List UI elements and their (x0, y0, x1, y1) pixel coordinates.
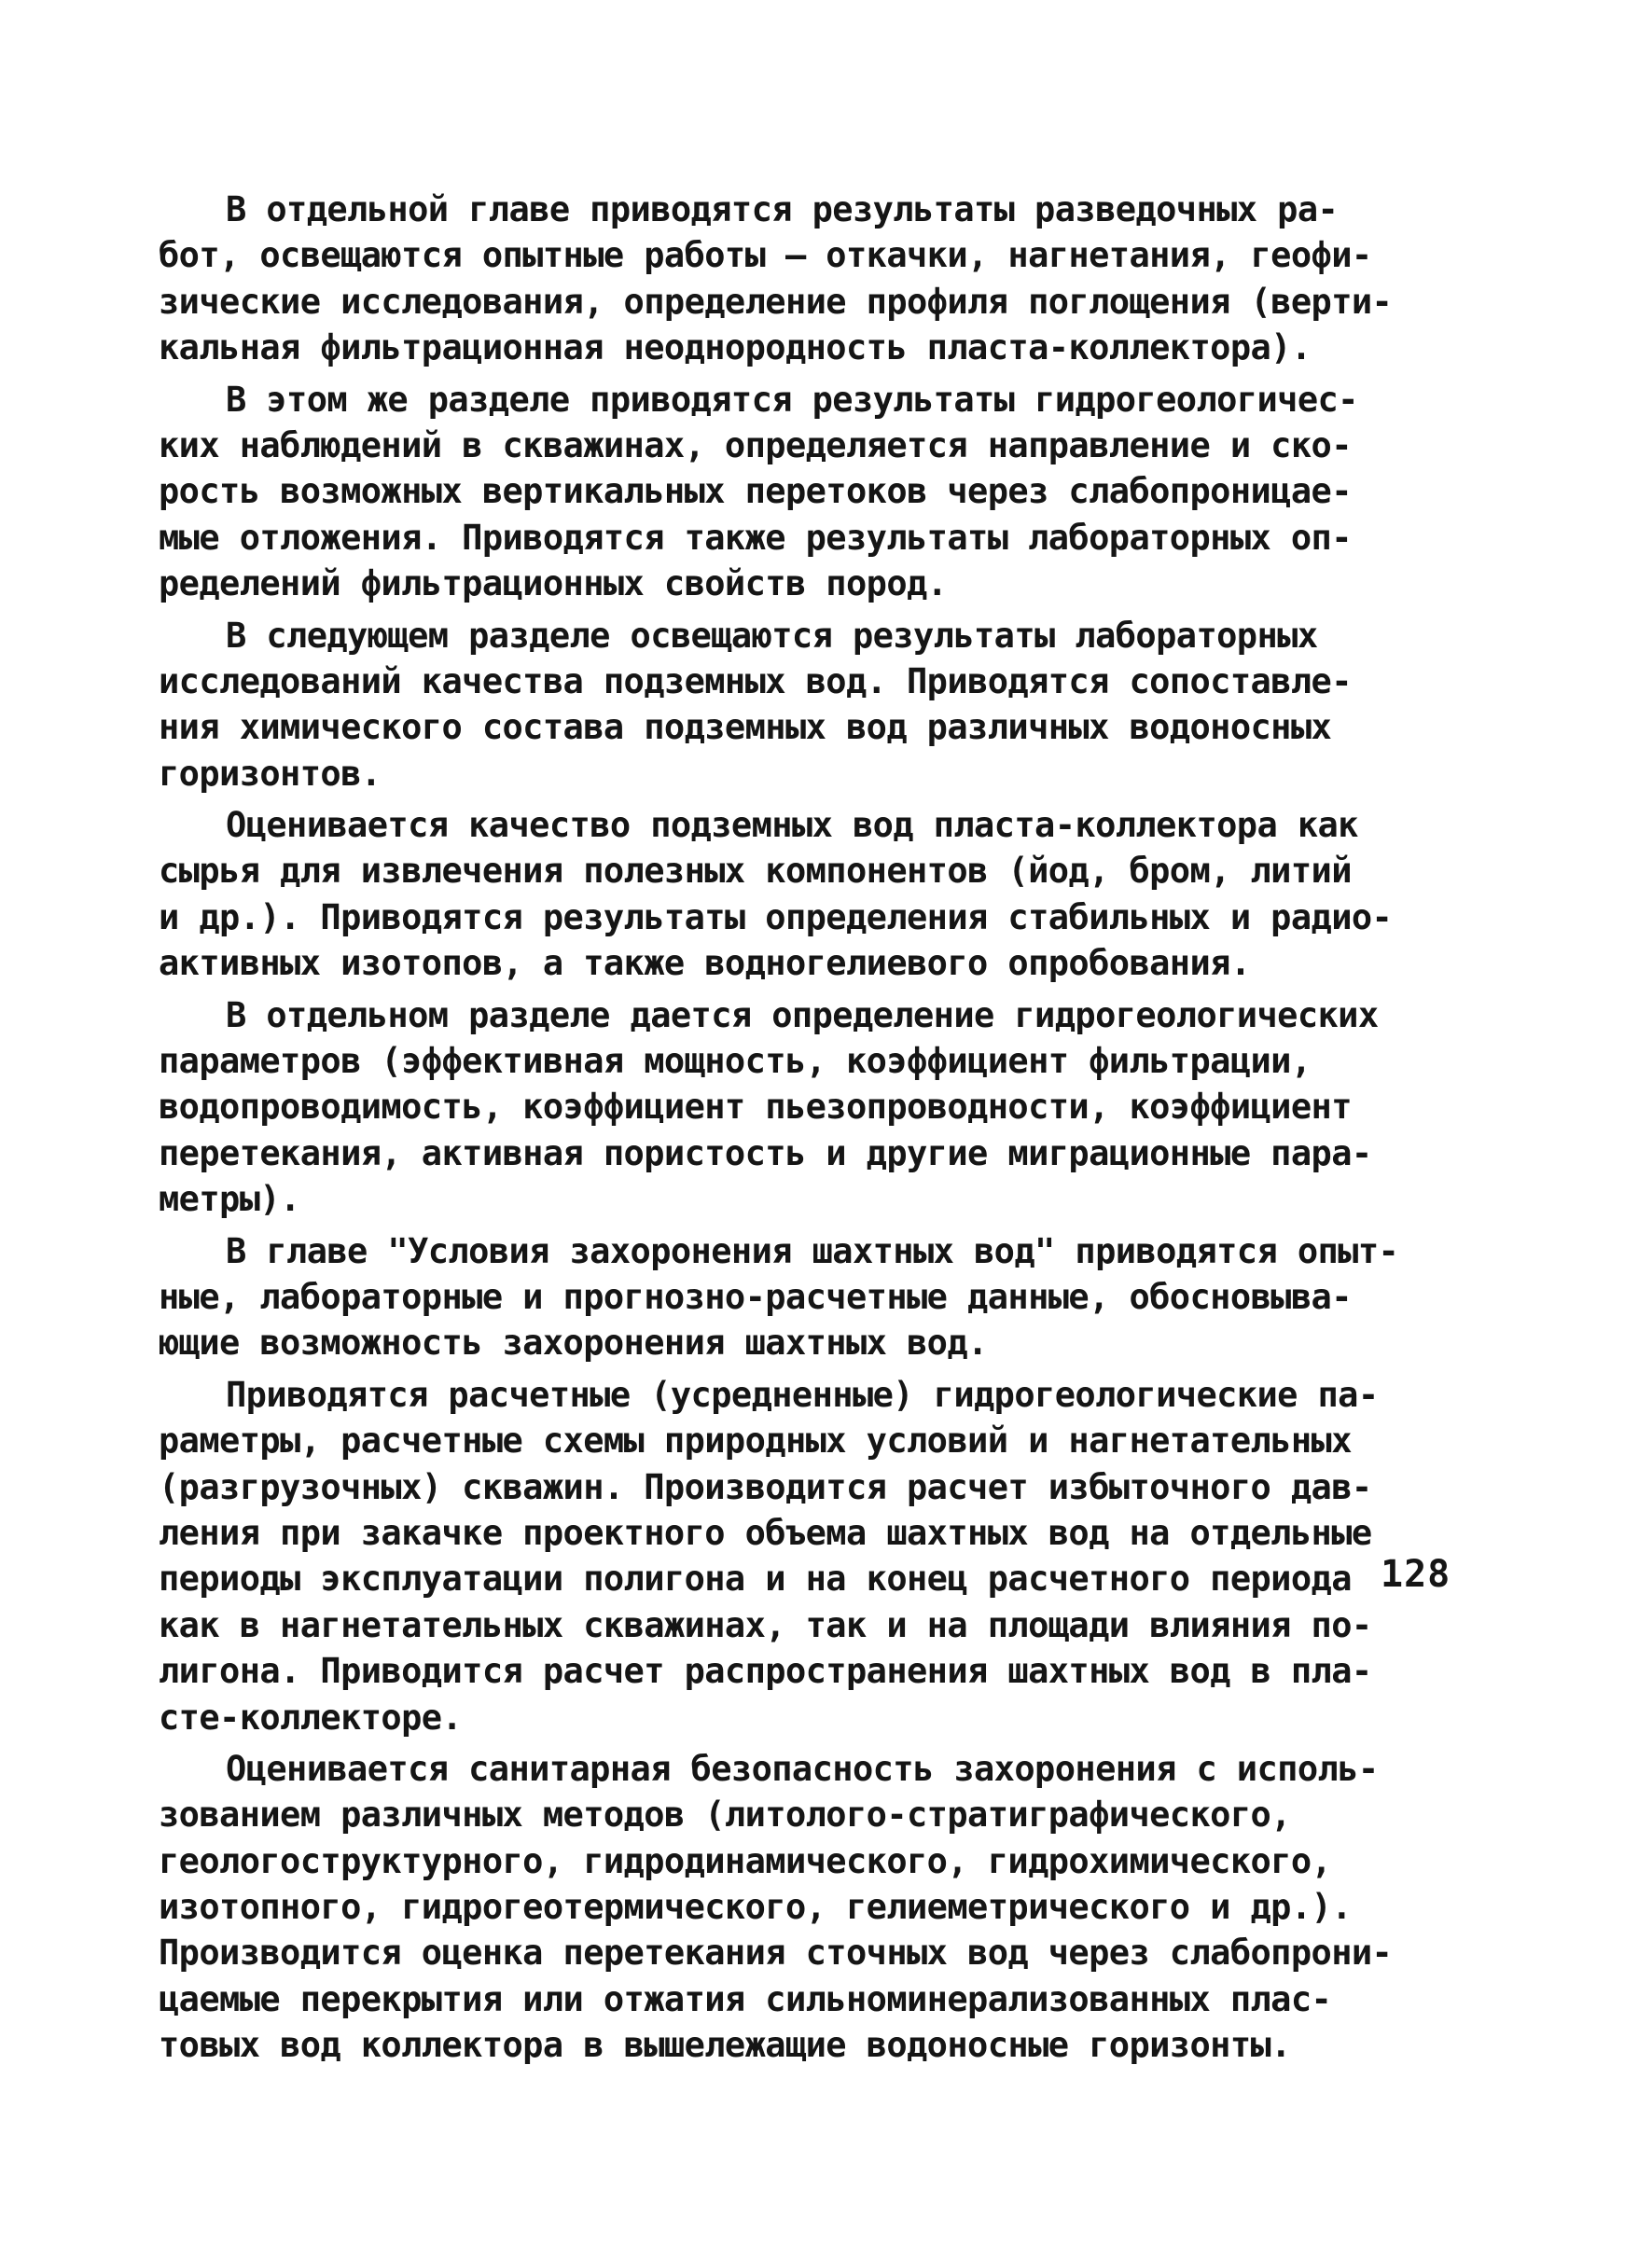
text-line: товых вод коллектора в вышележащие водоносные горизонты. (159, 2025, 1291, 2066)
text-line: кальная фильтрационная неоднородность пласта-коллектора). (159, 327, 1312, 368)
text-line: геологоструктурного, гидродинамического, гидрохимического, (159, 1840, 1332, 1881)
text-line: мые отложения. Приводятся также результаты лабораторных оп- (159, 517, 1352, 558)
paragraph-2 (159, 377, 1502, 607)
text-line: и др.). Приводятся результаты определения стабильных и радио- (159, 896, 1393, 937)
page-number: 128 (1381, 1553, 1451, 1596)
text-line: как в нагнетательных скважинах, так и на площади влияния по- (159, 1604, 1372, 1645)
text-line: ределений фильтрационных свойств пород. (159, 563, 948, 604)
text-line: периоды эксплуатации полигона и на конец расчетного периода (159, 1559, 1352, 1600)
text-line: Оценивается санитарная безопасность захоронения с исполь- (226, 1748, 1379, 1789)
text-line: раметры, расчетные схемы природных условий и нагнетательных (159, 1421, 1352, 1462)
text-line: (разгрузочных) скважин. Производится расчет избыточного дав- (159, 1466, 1372, 1507)
text-line: Оценивается качество подземных вод пласта-коллектора как (226, 805, 1358, 846)
paragraph-7 (159, 1372, 1502, 1740)
text-line: параметров (эффективная мощность, коэффициент фильтрации, (159, 1041, 1312, 1082)
text-line: ные, лабораторные и прогнозно-расчетные данные, обосновыва- (159, 1276, 1352, 1317)
text-line: зованием различных методов (литолого-стратиграфического, (159, 1795, 1291, 1836)
text-line: ния химического состава подземных вод различных водоносных (159, 707, 1332, 748)
text-line: исследований качества подземных вод. Приводятся сопоставле- (159, 660, 1352, 701)
text-line: зические исследования, определение профиля поглощения (верти- (159, 281, 1393, 322)
paragraph-5 (159, 992, 1502, 1223)
text-line: В отдельном разделе дается определение гидрогеологических (226, 994, 1379, 1035)
text-line: В отдельной главе приводятся результаты разведочных ра- (226, 189, 1339, 229)
text-line: цаемые перекрытия или отжатия сильноминерализованных плас- (159, 1978, 1332, 2019)
text-line: Приводятся расчетные (усредненные) гидрогеологические па- (226, 1374, 1379, 1415)
text-line: активных изотопов, а также водногелиевого опробования. (159, 943, 1251, 984)
text-line: ления при закачке проектного объема шахтных вод на отдельные (159, 1512, 1372, 1553)
text-line: горизонтов. (159, 753, 382, 794)
body-text (159, 187, 1502, 2074)
text-line: сте-коллекторе. (159, 1697, 463, 1738)
paragraph-3 (159, 613, 1502, 797)
text-line: рость возможных вертикальных перетоков через слабопроницае- (159, 471, 1352, 512)
text-line: бот, освещаются опытные работы – откачки, нагнетания, геофи- (159, 235, 1372, 276)
text-line: В следующем разделе освещаются результаты лабораторных (226, 615, 1318, 656)
text-line: ких наблюдений в скважинах, определяется направление и ско- (159, 424, 1352, 465)
text-line: водопроводимость, коэффициент пьезопроводности, коэффициент (159, 1087, 1352, 1128)
paragraph-6 (159, 1228, 1502, 1366)
text-line: перетекания, активная пористость и другие миграционные пара- (159, 1132, 1372, 1173)
text-line: изотопного, гидрогеотермического, гелиеметрического и др.). (159, 1887, 1352, 1928)
text-line: лигона. Приводится расчет распространения шахтных вод в пла- (159, 1651, 1372, 1692)
text-line: В этом же разделе приводятся результаты гидрогеологичес- (226, 379, 1358, 420)
paragraph-1 (159, 187, 1502, 371)
text-line: Производится оценка перетекания сточных вод через слабопрони- (159, 1933, 1393, 1974)
text-line: В главе "Условия захоронения шахтных вод" приводятся опыт- (226, 1230, 1399, 1271)
paragraph-8 (159, 1746, 1502, 2069)
text-line: ющие возможность захоронения шахтных вод. (159, 1323, 988, 1364)
text-line: сырья для извлечения полезных компонентов (йод, бром, литий (159, 851, 1352, 892)
text-line: метры). (159, 1179, 300, 1220)
paragraph-4 (159, 802, 1502, 987)
